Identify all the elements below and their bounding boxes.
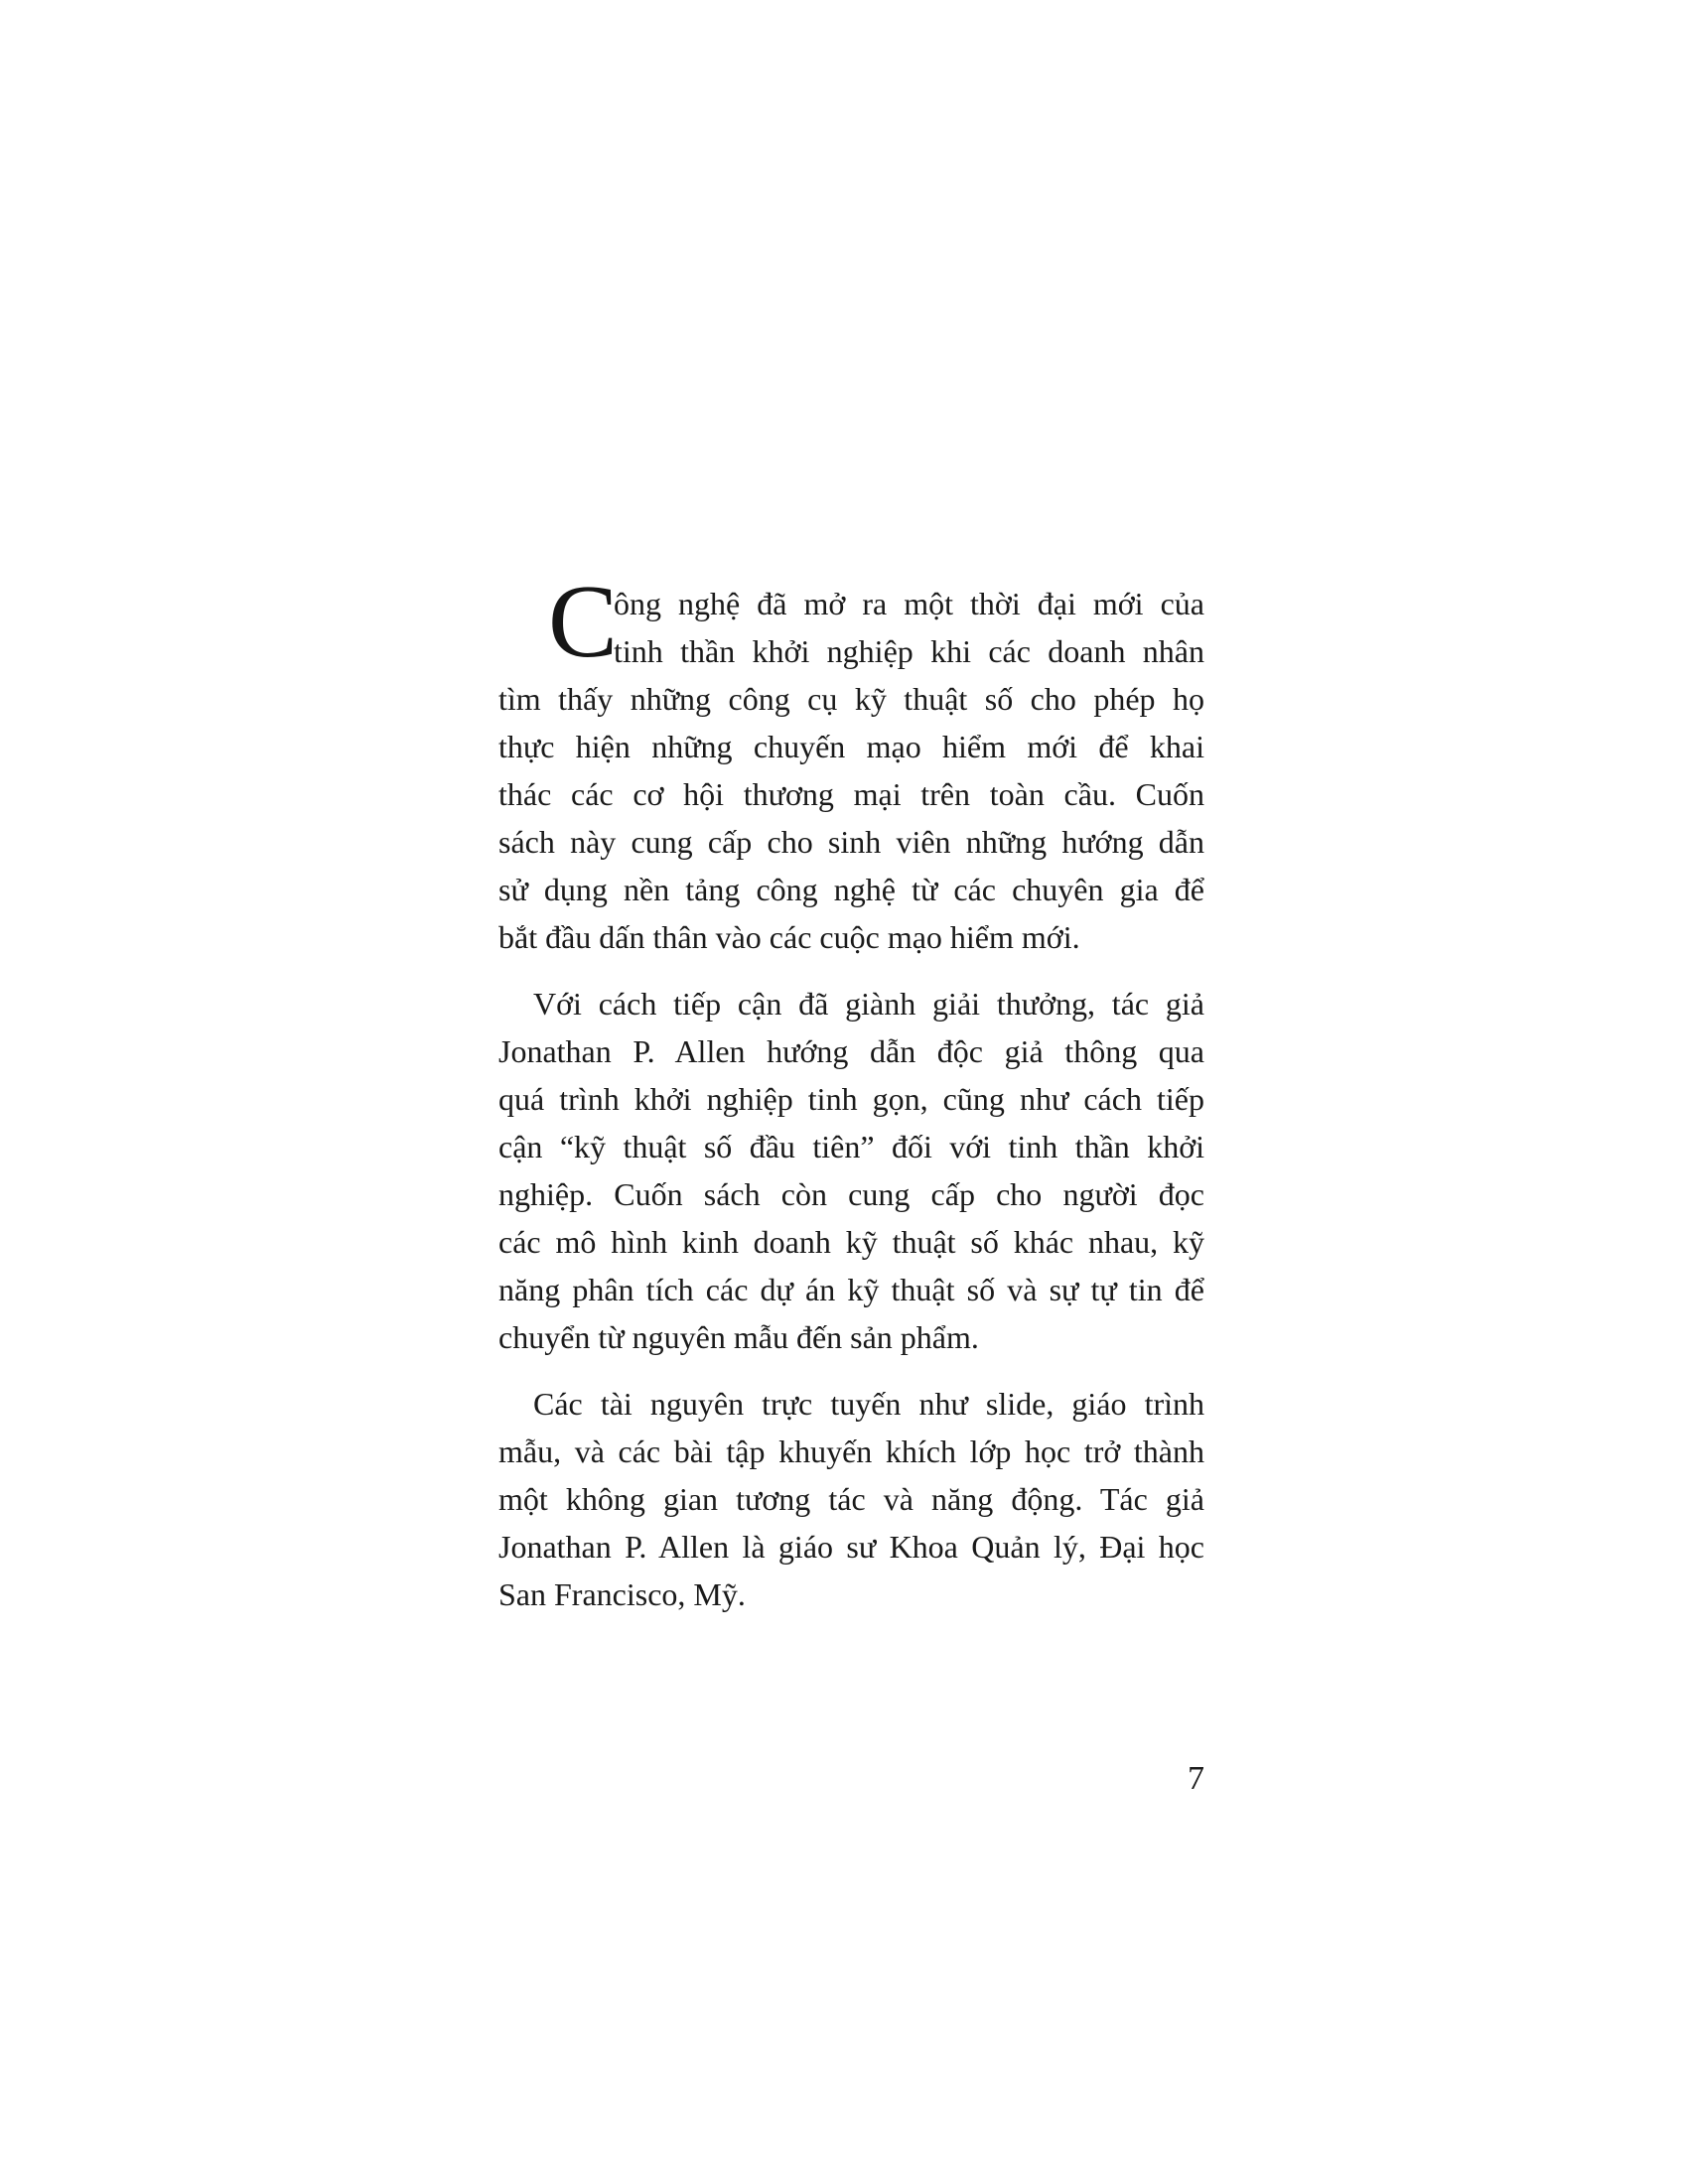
text-line: Với cách tiếp cận đã giành giải thưởng, tác giả	[533, 986, 1204, 1022]
text-line: sử dụng nền tảng công nghệ từ các chuyên gia để	[498, 872, 1204, 907]
text-line: sách này cung cấp cho sinh viên những hướng dẫn	[498, 824, 1204, 860]
text-line: năng phân tích các dự án kỹ thuật số và sự tự tin để	[498, 1272, 1204, 1307]
text-line: mẫu, và các bài tập khuyến khích lớp học trở thành	[498, 1433, 1204, 1469]
text-line: bắt đầu dấn thân vào các cuộc mạo hiểm mới.	[498, 919, 1080, 955]
text-line: nghiệp. Cuốn sách còn cung cấp cho người đọc	[498, 1176, 1204, 1212]
text-line: Jonathan P. Allen hướng dẫn độc giả thông qua	[498, 1033, 1204, 1069]
text-line: thực hiện những chuyến mạo hiểm mới để khai	[498, 729, 1204, 764]
text-line: các mô hình kinh doanh kỹ thuật số khác nhau, kỹ	[498, 1224, 1204, 1260]
paragraph	[498, 980, 1204, 1361]
page-text	[498, 563, 1204, 1618]
paragraph	[498, 1380, 1204, 1618]
drop-cap-letter: C	[548, 563, 619, 679]
text-line: thác các cơ hội thương mại trên toàn cầu. Cuốn	[498, 776, 1204, 812]
text-line: chuyển từ nguyên mẫu đến sản phẩm.	[498, 1319, 979, 1355]
text-line: một không gian tương tác và năng động. Tác giả	[498, 1481, 1204, 1517]
page-number: 7	[1188, 1760, 1204, 1797]
text-line: Jonathan P. Allen là giáo sư Khoa Quản lý, Đại học	[498, 1529, 1204, 1565]
text-line: tìm thấy những công cụ kỹ thuật số cho phép họ	[498, 681, 1204, 717]
text-line: quá trình khởi nghiệp tinh gọn, cũng như cách tiếp	[498, 1081, 1204, 1117]
text-line: San Francisco, Mỹ.	[498, 1576, 746, 1612]
text-line: Các tài nguyên trực tuyến như slide, giáo trình	[533, 1386, 1204, 1422]
text-line: ông nghệ đã mở ra một thời đại mới của	[614, 586, 1204, 621]
paragraph	[498, 563, 1204, 961]
text-line: tinh thần khởi nghiệp khi các doanh nhân	[614, 633, 1204, 669]
text-line: cận “kỹ thuật số đầu tiên” đối với tinh thần khởi	[498, 1129, 1204, 1164]
